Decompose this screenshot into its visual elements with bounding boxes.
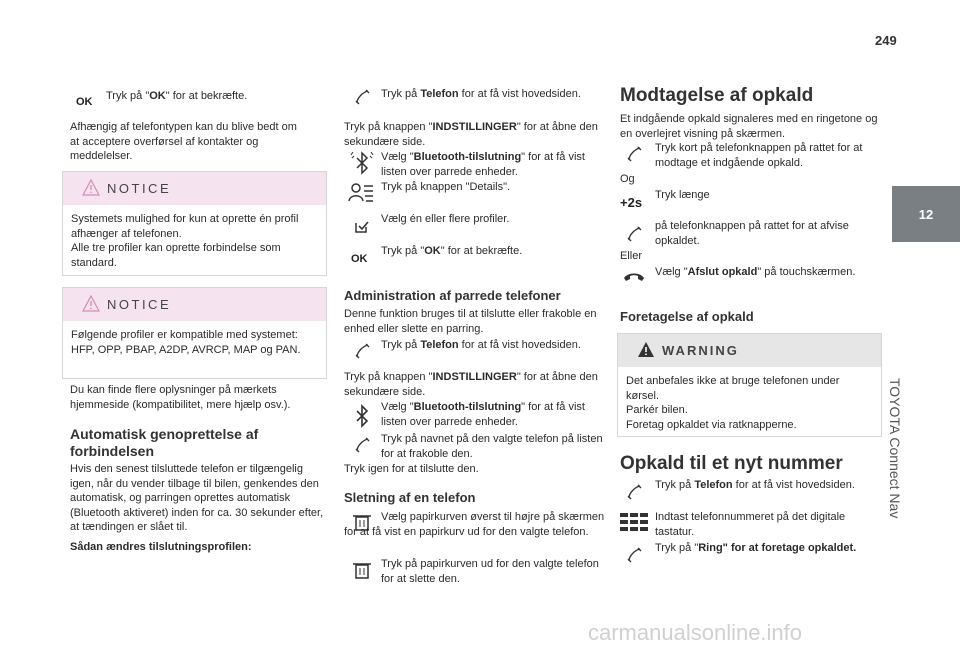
receive-step-4: Vælg "Afslut opkald" på touchskærmen. bbox=[655, 266, 856, 278]
reconnect-paragraph: Hvis den senest tilsluttede telefon er tilgængelig igen, når du vender tilbage til bilen, genkendes den automatisk, og parringen oprettes automatisk (Bluetooth aktiveret) inden for ca. 30 sekunder efter, at tændingen er slået til. bbox=[70, 463, 324, 533]
profile-paragraph: Afhængig af telefontypen kan du blive bedt om at acceptere overførsel af kontakter og meddelelser. bbox=[70, 121, 297, 162]
or-label: Eller bbox=[620, 250, 643, 262]
step-phone: Tryk på Telefon for at få vist hovedsiden. bbox=[381, 88, 581, 100]
receive-paragraph: Et indgående opkald signaleres med en ringetone og en overlejret visning på skærmen. bbox=[620, 113, 878, 140]
step-settings: Tryk på knappen "INDSTILLINGER" for at åbne den sekundære side. bbox=[344, 121, 598, 148]
ok-icon: OK bbox=[351, 253, 368, 265]
step-details: Tryk på knappen "Details". bbox=[381, 181, 511, 193]
warning-text: Foretag opkaldet via ratknapperne. bbox=[626, 418, 797, 431]
chapter-label: TOYOTA Connect Nav bbox=[887, 378, 903, 519]
hang-up-icon bbox=[622, 270, 646, 284]
step-profiles: Vælg én eller flere profiler. bbox=[381, 213, 510, 225]
tap-icon bbox=[354, 437, 370, 453]
notice-box-2 bbox=[62, 287, 327, 379]
section-heading-make-call: Foretagelse af opkald bbox=[620, 309, 754, 324]
and-label: Og bbox=[620, 173, 635, 185]
section-heading-new-number: Opkald til et nyt nummer bbox=[620, 453, 843, 474]
details-icon bbox=[348, 181, 374, 205]
long-press-icon: +2s bbox=[620, 195, 643, 210]
warning-label: WARNING bbox=[662, 343, 739, 358]
warning-triangle-icon bbox=[637, 341, 655, 358]
trash-icon bbox=[352, 560, 372, 580]
admin-step-phone: Tryk på Telefon for at få vist hovedsiden. bbox=[381, 339, 581, 351]
watermark: carmanualsonline.info bbox=[588, 620, 803, 645]
bluetooth-icon bbox=[355, 404, 369, 428]
receive-step-2: Tryk længe bbox=[655, 189, 710, 201]
admin-step-bluetooth: Vælg "Bluetooth-tilslutning" for at få vist listen over parrede enheder. bbox=[381, 401, 585, 428]
warning-triangle-icon bbox=[82, 295, 100, 312]
receive-step-1: Tryk kort på telefonknappen på rattet for at modtage et indgående opkald. bbox=[655, 142, 863, 169]
checkbox-icon bbox=[354, 220, 370, 234]
phone-icon bbox=[626, 547, 642, 563]
warning-text: Det anbefales ikke at bruge telefonen under kørsel. bbox=[626, 375, 840, 402]
warning-box bbox=[617, 333, 882, 437]
change-profile-label: Sådan ændres tilslutningsprofilen: bbox=[70, 541, 252, 553]
notice-text: Alle tre profiler kan oprette forbindelse som standard. bbox=[71, 242, 281, 269]
phone-icon bbox=[626, 484, 642, 500]
phone-icon bbox=[354, 343, 370, 359]
delete-step-2: Tryk på papirkurven ud for den valgte telefon for at slette den. bbox=[381, 558, 599, 585]
chapter-number: 12 bbox=[918, 207, 934, 222]
admin-paragraph: Denne funktion bruges til at tilslutte eller frakoble en enhed eller slette en parring. bbox=[344, 308, 597, 335]
warning-text: Parkér bilen. bbox=[626, 404, 688, 416]
section-heading-delete: Sletning af en telefon bbox=[344, 490, 476, 505]
phone-icon bbox=[626, 146, 642, 162]
keypad-icon bbox=[620, 513, 648, 531]
warning-triangle-icon bbox=[82, 179, 100, 196]
admin-step-reconnect: Tryk igen for at tilslutte den. bbox=[344, 463, 479, 475]
step-bluetooth: Vælg "Bluetooth-tilslutning" for at få vist listen over parrede enheder. bbox=[381, 151, 585, 178]
notice-label: NOTICE bbox=[107, 181, 172, 196]
section-heading-admin: Administration af parrede telefoner bbox=[344, 288, 561, 303]
website-paragraph: Du kan finde flere oplysninger på mærkets hjemmeside (kompatibilitet, mere hjælp osv.). bbox=[70, 384, 291, 411]
notice-text: Systemets mulighed for kun at oprette én profil afhænger af telefonen. bbox=[71, 213, 299, 240]
delete-step-1: Vælg papirkurven øverst til højre på skærmen for at få vist en papirkurv ud for den valgte telefon. bbox=[344, 511, 605, 538]
phone-icon bbox=[354, 89, 370, 105]
step-ok: Tryk på "OK" for at bekræfte. bbox=[381, 245, 523, 257]
ok-instruction: Tryk på "OK" for at bekræfte. bbox=[106, 90, 248, 102]
page-number: 249 bbox=[875, 33, 897, 48]
notice-box-1 bbox=[62, 171, 327, 276]
new-number-step-3: Tryk på "Ring" for at foretage opkaldet. bbox=[655, 542, 857, 554]
admin-step-settings: Tryk på knappen "INDSTILLINGER" for at åbne den sekundære side. bbox=[344, 371, 598, 398]
phone-icon bbox=[626, 226, 642, 242]
notice-text: Følgende profiler er kompatible med systemet: HFP, OPP, PBAP, A2DP, AVRCP, MAP og PAN. bbox=[71, 329, 301, 356]
new-number-step-1: Tryk på Telefon for at få vist hovedsiden. bbox=[655, 479, 855, 491]
section-heading-receive: Modtagelse af opkald bbox=[620, 85, 814, 106]
new-number-step-2: Indtast telefonnummeret på det digitale tastatur. bbox=[655, 511, 846, 538]
receive-step-3: på telefonknappen på rattet for at afvise opkaldet. bbox=[655, 220, 849, 247]
bluetooth-icon bbox=[350, 150, 374, 176]
admin-step-select: Tryk på navnet på den valgte telefon på listen for at frakoble den. bbox=[381, 433, 603, 460]
section-heading-reconnect: Automatisk genoprettelse af forbindelsen bbox=[70, 426, 259, 459]
notice-label: NOTICE bbox=[107, 297, 172, 312]
ok-icon: OK bbox=[76, 96, 93, 108]
